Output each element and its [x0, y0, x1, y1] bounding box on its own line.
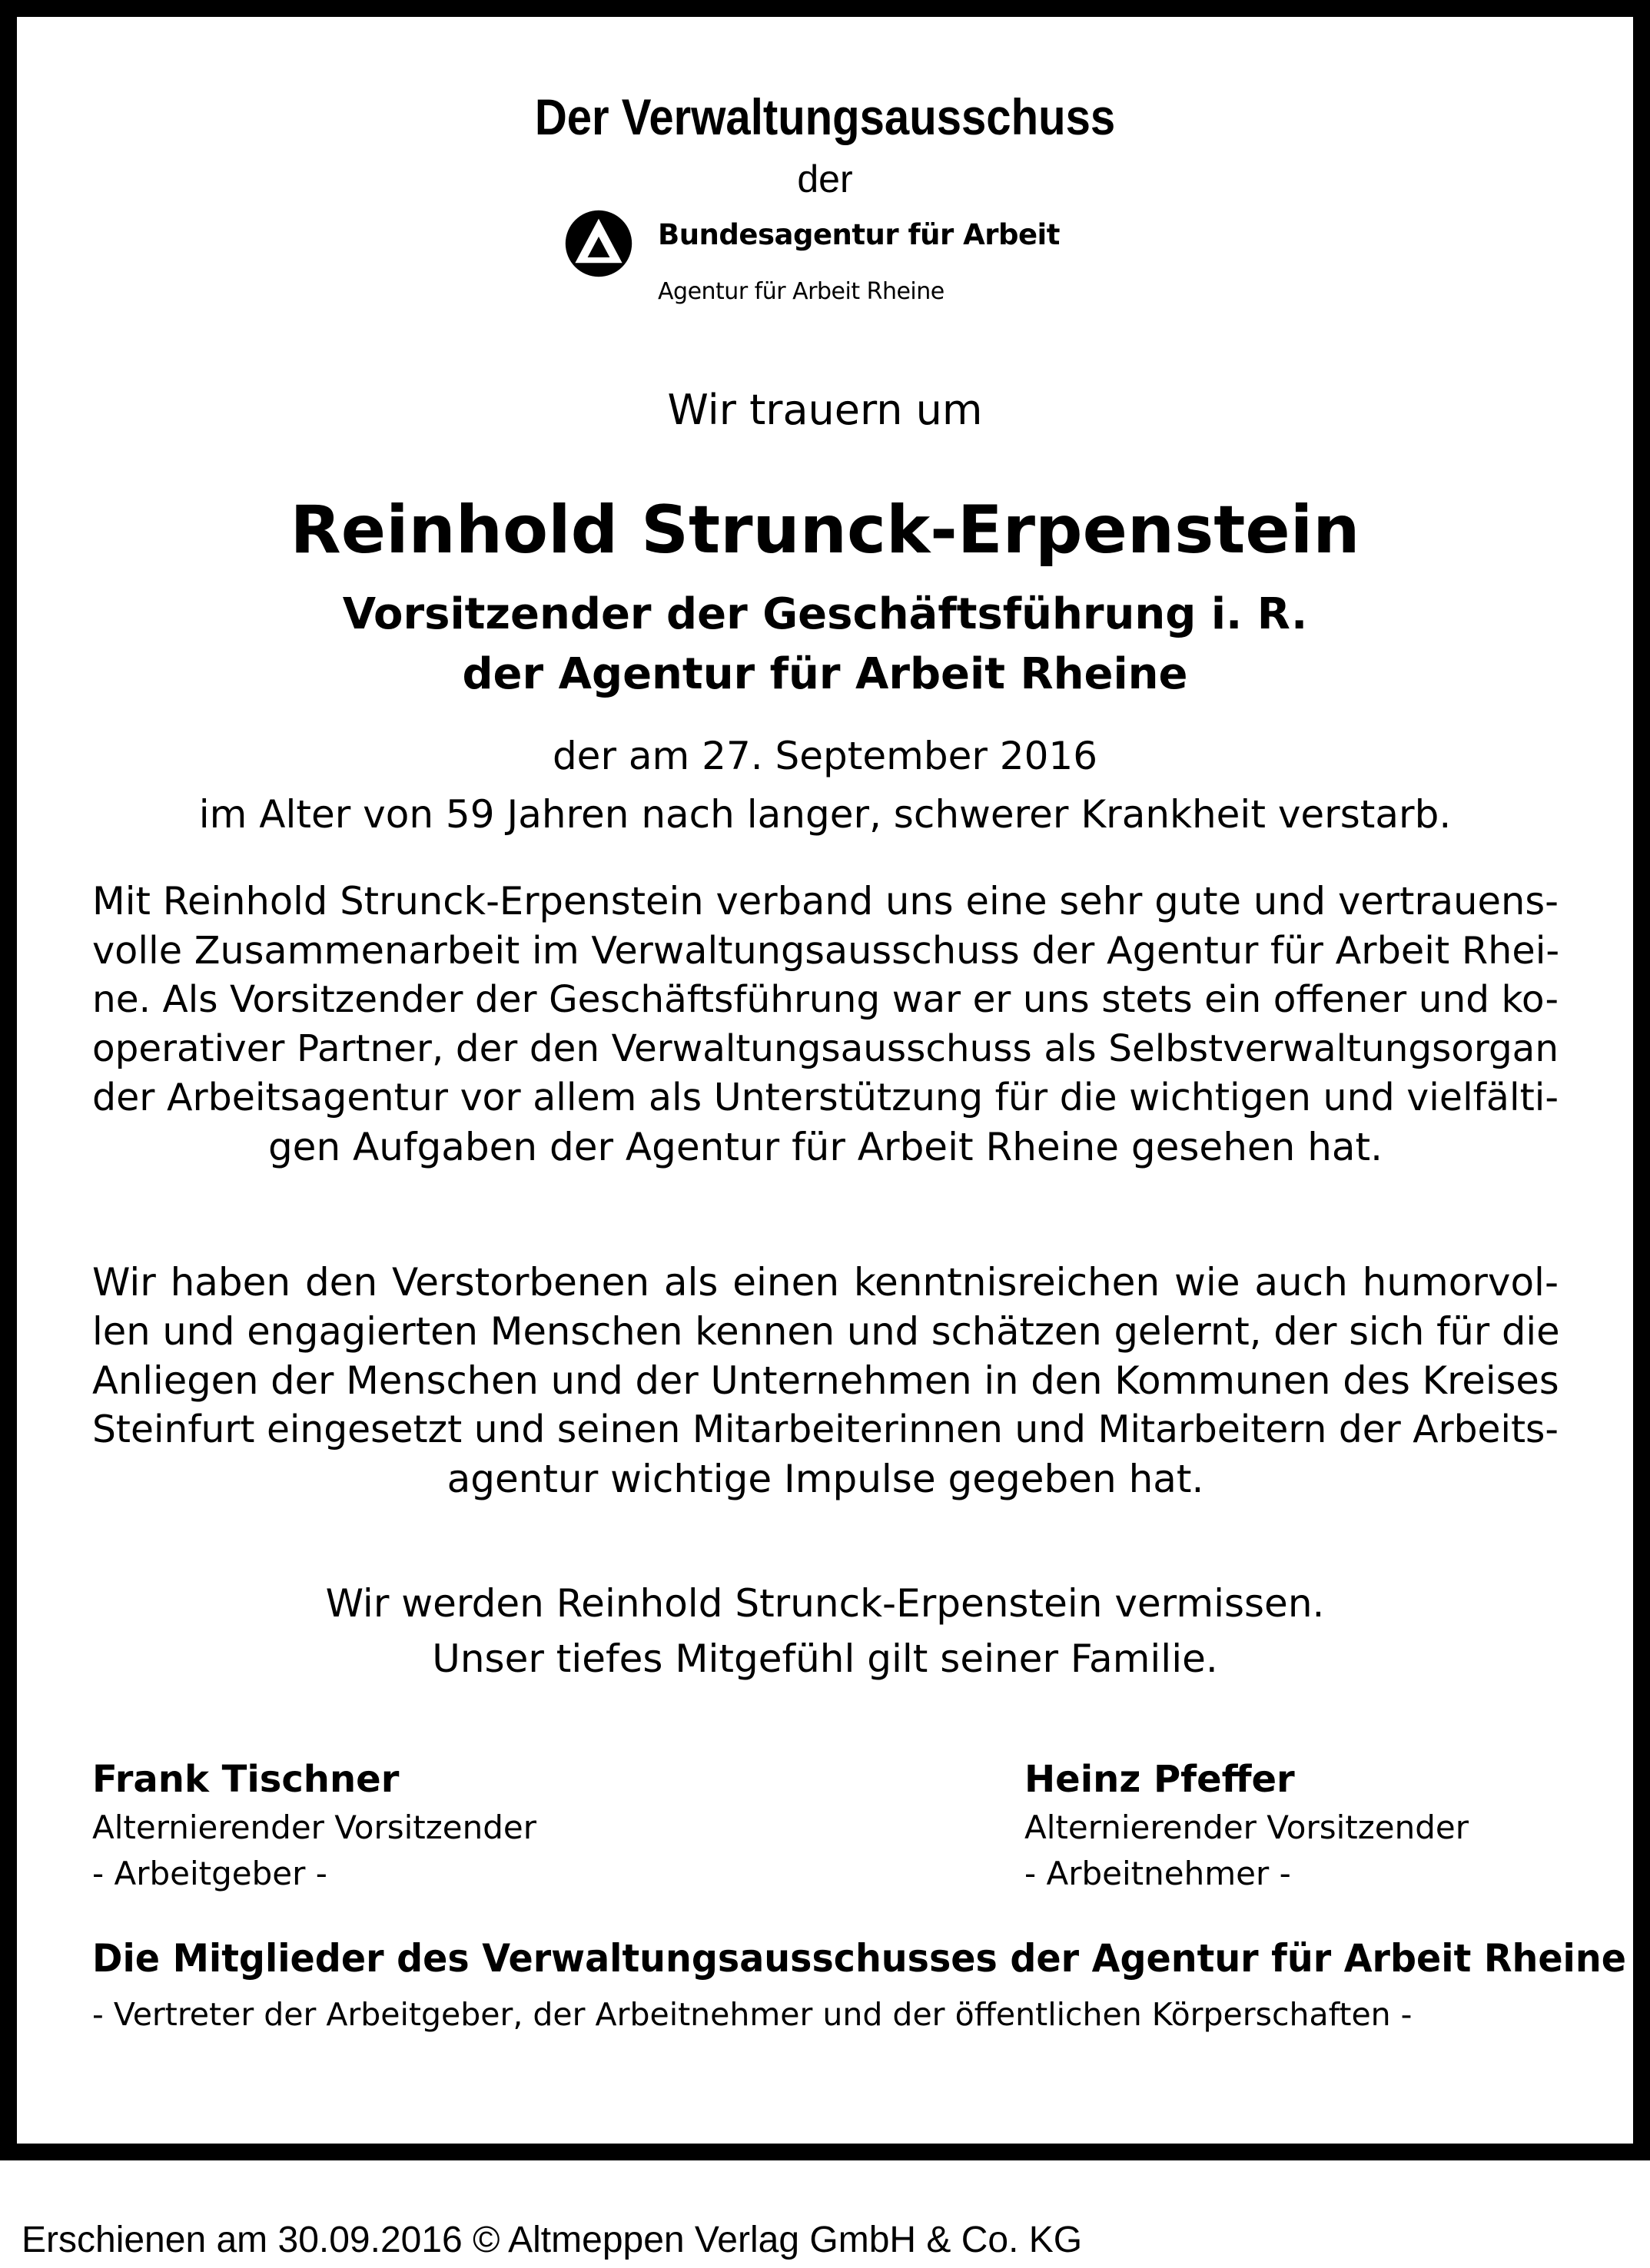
- signatory-side: - Arbeitgeber -: [92, 1855, 327, 1892]
- signatory-role: Alternierender Vorsitzender: [92, 1809, 537, 1846]
- deceased-name: Reinhold Strunck-Erpenstein: [290, 492, 1360, 569]
- text-line: agentur wichtige Impulse gegeben hat.: [447, 1457, 1204, 1501]
- signatory-role: Alternierender Vorsitzender: [1024, 1809, 1469, 1846]
- signatory-side: - Arbeitnehmer -: [1024, 1855, 1291, 1892]
- closing-line-2: Unser tiefes Mitgefühl gilt seiner Familie.: [432, 1636, 1218, 1681]
- text-line: operativer Partner, der den Verwaltungsausschuss als Selbstverwaltungsorgan: [92, 1027, 1559, 1070]
- text-line: ne. Als Vorsitzender der Geschäftsführung war er uns stets ein offener und ko-: [92, 978, 1559, 1021]
- logo-line-2: Agentur für Arbeit Rheine: [658, 278, 945, 305]
- deceased-title-line-2: der Agentur für Arbeit Rheine: [462, 649, 1188, 699]
- ba-logo-icon: [564, 209, 633, 278]
- text-line: volle Zusammenarbeit im Verwaltungsausschuss der Agentur für Arbeit Rhei-: [92, 928, 1560, 973]
- mourning-intro: Wir trauern um: [667, 386, 983, 434]
- text-line: len und engagierten Menschen kennen und schätzen gelernt, der sich für die: [92, 1309, 1560, 1354]
- tribute-paragraph-1: [92, 877, 1559, 1172]
- text-line: der Arbeitsagentur vor allem als Unterstützung für die wichtigen und vielfälti-: [92, 1076, 1559, 1119]
- members-subtitle: - Vertreter der Arbeitgeber, der Arbeitnehmer und der öffentlichen Körperschaften -: [92, 1996, 1413, 2033]
- committee-heading: Der Verwaltungsausschuss: [534, 88, 1116, 145]
- members-title: Die Mitglieder des Verwaltungsausschusses der Agentur für Arbeit Rheine: [92, 1936, 1626, 1981]
- death-date-line: der am 27. September 2016: [552, 734, 1098, 778]
- publication-footer: Erschienen am 30.09.2016 © Altmeppen Verlag GmbH & Co. KG: [22, 2220, 1083, 2260]
- text-line: Steinfurt eingesetzt und seinen Mitarbeiterinnen und Mitarbeitern der Arbeits-: [92, 1408, 1559, 1451]
- death-age-line: im Alter von 59 Jahren nach langer, schwerer Krankheit verstarb.: [198, 792, 1452, 837]
- committee-connector: der: [797, 158, 853, 201]
- text-line: Anliegen der Menschen und der Unternehmen in den Kommunen des Kreises: [92, 1358, 1559, 1403]
- logo-line-1: Bundesagentur für Arbeit: [658, 218, 1060, 251]
- text-line: gen Aufgaben der Agentur für Arbeit Rheine gesehen hat.: [267, 1125, 1383, 1169]
- tribute-paragraph-2: [92, 1258, 1559, 1504]
- closing-line-1: Wir werden Reinhold Strunck-Erpenstein vermissen.: [325, 1581, 1325, 1626]
- deceased-title-line-1: Vorsitzender der Geschäftsführung i. R.: [342, 589, 1308, 639]
- text-line: Mit Reinhold Strunck-Erpenstein verband uns eine sehr gute und vertrauens-: [92, 879, 1559, 923]
- signatory-name: Heinz Pfeffer: [1024, 1758, 1295, 1801]
- agency-logo: [564, 209, 1087, 324]
- signatory-name: Frank Tischner: [92, 1758, 400, 1801]
- text-line: Wir haben den Verstorbenen als einen kenntnisreichen wie auch humorvol-: [92, 1260, 1559, 1305]
